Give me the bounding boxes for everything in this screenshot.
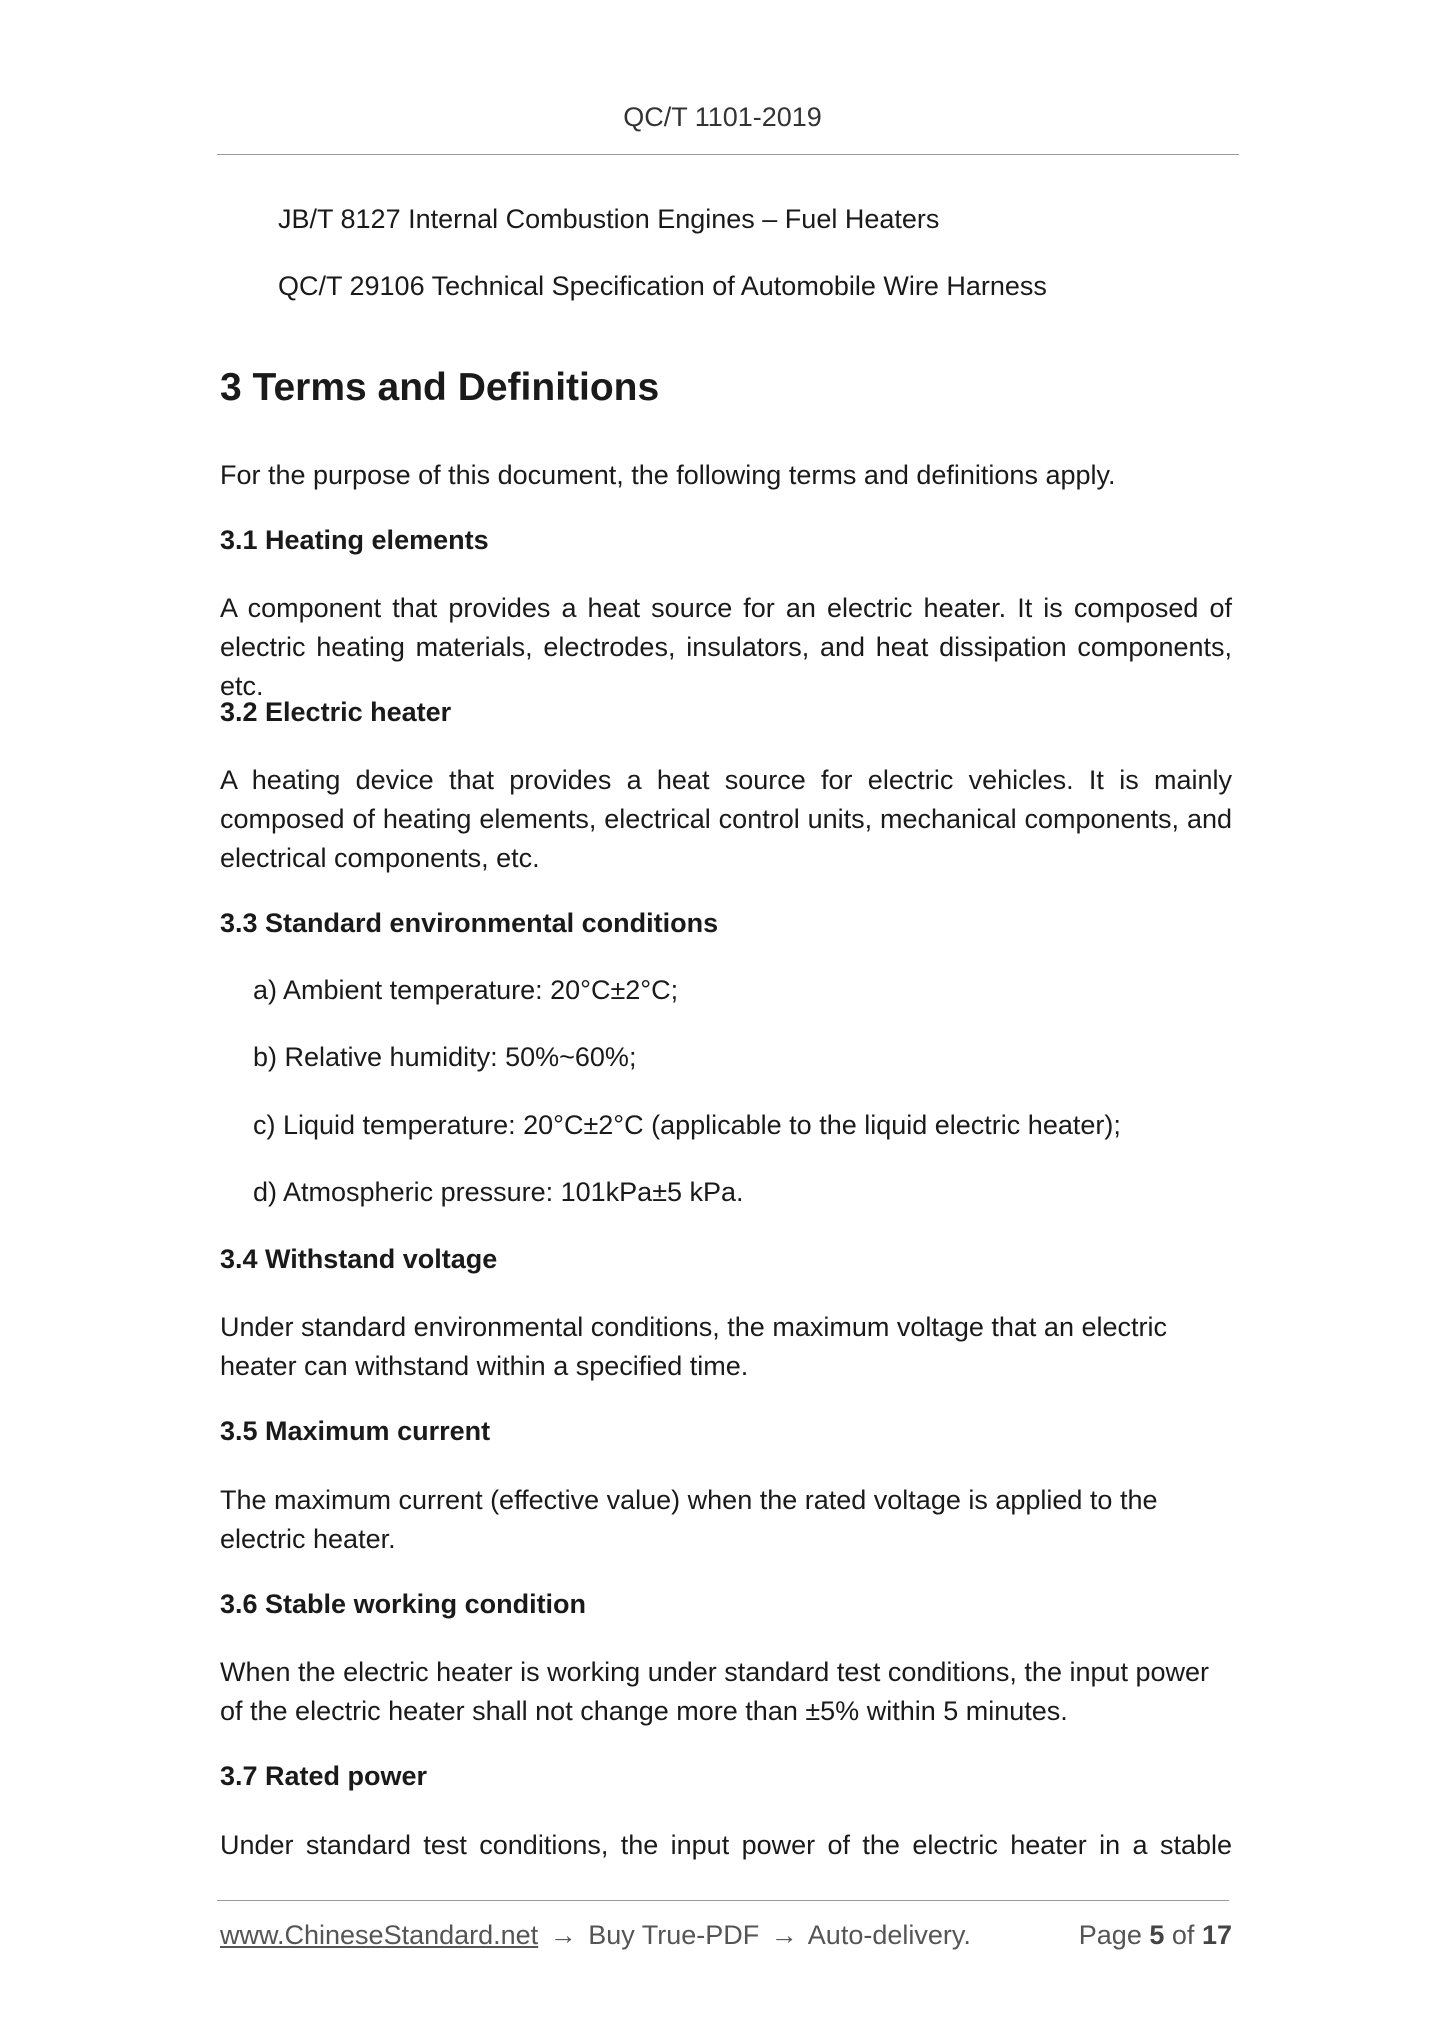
page-of-label: of bbox=[1171, 1920, 1195, 1950]
term-definition-withstand-voltage: Under standard environmental conditions, the maximum voltage that an electric heater can withstand within a specified time. bbox=[220, 1312, 1167, 1381]
delivery-text: Auto-delivery. bbox=[807, 1920, 971, 1950]
buy-pdf-text: Buy True-PDF bbox=[588, 1920, 760, 1950]
section-intro: For the purpose of this document, the following terms and definitions apply. bbox=[220, 460, 1116, 490]
page-indicator bbox=[1079, 1918, 1232, 1952]
page-label: Page bbox=[1078, 1920, 1142, 1950]
condition-item: d) Atmospheric pressure: 101kPa±5 kPa. bbox=[253, 1177, 744, 1207]
arrow-right-icon: → bbox=[770, 1920, 798, 1950]
term-definition-maximum-current: The maximum current (effective value) when the rated voltage is applied to the electric heater. bbox=[220, 1485, 1158, 1554]
term-heading-heating-elements: 3.1 Heating elements bbox=[220, 525, 489, 555]
condition-item: a) Ambient temperature: 20°C±2°C; bbox=[253, 975, 679, 1005]
term-definition-stable-working: When the electric heater is working under standard test conditions, the input power of the electric heater shall not change more than ±5% within 5 minutes. bbox=[220, 1657, 1210, 1726]
term-definition-electric-heater: A heating device that provides a heat source for electric vehicles. It is mainly composed of heating elements, electrical control units, mechanical components, and electrical components, etc. bbox=[220, 765, 1232, 873]
section-title: 3 Terms and Definitions bbox=[220, 366, 660, 409]
page-total: 17 bbox=[1201, 1920, 1232, 1950]
footer-divider bbox=[217, 1900, 1229, 1901]
condition-item: c) Liquid temperature: 20°C±2°C (applicable to the liquid electric heater); bbox=[253, 1110, 1121, 1140]
term-heading-rated-power: 3.7 Rated power bbox=[220, 1761, 428, 1791]
term-definition-rated-power: Under standard test conditions, the input power of the electric heater in a stable bbox=[220, 1830, 1232, 1860]
arrow-right-icon: → bbox=[549, 1920, 577, 1950]
term-heading-maximum-current: 3.5 Maximum current bbox=[220, 1416, 491, 1446]
term-heading-stable-working: 3.6 Stable working condition bbox=[220, 1589, 587, 1619]
reference-item: JB/T 8127 Internal Combustion Engines – Fuel Heaters bbox=[278, 204, 940, 234]
term-heading-withstand-voltage: 3.4 Withstand voltage bbox=[220, 1244, 498, 1274]
website-link[interactable]: www.ChineseStandard.net bbox=[220, 1920, 539, 1950]
condition-item: b) Relative humidity: 50%~60%; bbox=[253, 1042, 637, 1072]
page-footer bbox=[220, 1918, 1232, 1952]
term-heading-standard-conditions: 3.3 Standard environmental conditions bbox=[220, 908, 719, 938]
document-id-header: QC/T 1101-2019 bbox=[623, 102, 822, 132]
page-current: 5 bbox=[1149, 1920, 1165, 1950]
term-heading-electric-heater: 3.2 Electric heater bbox=[220, 697, 452, 727]
reference-item: QC/T 29106 Technical Specification of Automobile Wire Harness bbox=[278, 271, 1047, 301]
term-definition-heating-elements: A component that provides a heat source for an electric heater. It is composed of electric heating materials, electrodes, insulators, and heat dissipation components, etc. bbox=[220, 593, 1232, 701]
